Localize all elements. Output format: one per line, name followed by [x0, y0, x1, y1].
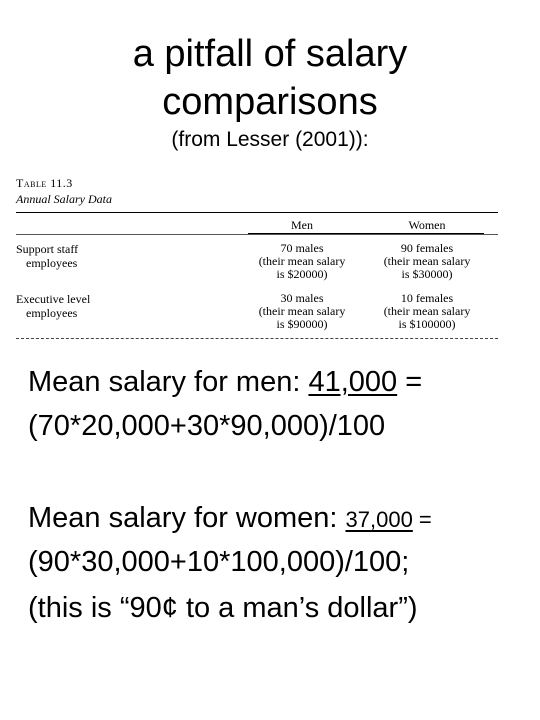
slide-subtitle: (from Lesser (2001)): — [171, 128, 369, 151]
slide-title-line-1: a pitfall of salary — [132, 33, 408, 75]
men-mean-label: Mean salary for men: — [28, 366, 309, 398]
women-mean-formula: (90*30,000+10*100,000)/100; — [28, 546, 410, 578]
salary-table — [12, 176, 498, 344]
table-cell-support-women — [370, 242, 484, 281]
row-label-line: Support staff — [16, 242, 79, 256]
women-mean-value: 37,000 — [345, 507, 413, 532]
cell-line: is $100000) — [398, 317, 456, 331]
cell-line: is $90000) — [276, 317, 328, 331]
cell-line: (their mean salary — [258, 304, 346, 318]
women-mean-note: (this is “90¢ to a man’s dollar”) — [28, 592, 418, 624]
table-caption: Table 11.3 — [16, 176, 73, 190]
table-top-rule — [16, 212, 498, 213]
cell-line: 90 females — [400, 241, 454, 255]
row-label-executive — [16, 292, 176, 320]
table-bottom-rule — [16, 338, 498, 339]
women-mean-label: Mean salary for women: — [28, 502, 346, 534]
table-header-rule — [16, 234, 498, 235]
row-label-support-staff — [16, 242, 176, 270]
table-cell-support-men — [244, 242, 360, 281]
cell-line: 30 males — [280, 291, 324, 305]
column-header-men: Men — [291, 218, 313, 232]
women-mean-line — [28, 500, 432, 538]
cell-line: (their mean salary — [383, 254, 471, 268]
men-mean-line — [28, 364, 422, 400]
row-label-line: employees — [26, 256, 78, 270]
table-cell-executive-women — [370, 292, 484, 331]
table-subcaption: Annual Salary Data — [16, 192, 112, 206]
table-cell-executive-men — [244, 292, 360, 331]
cell-line: is $20000) — [276, 267, 328, 281]
cell-line: (their mean salary — [383, 304, 471, 318]
cell-line: is $30000) — [401, 267, 453, 281]
slide-title-line-2: comparisons — [162, 81, 378, 123]
cell-line: (their mean salary — [258, 254, 346, 268]
men-mean-formula: (70*20,000+30*90,000)/100 — [28, 410, 386, 442]
column-header-women: Women — [408, 218, 446, 232]
men-mean-value: 41,000 — [308, 366, 398, 398]
row-label-line: employees — [26, 306, 78, 320]
cell-line: 70 males — [280, 241, 324, 255]
cell-line: 10 females — [400, 291, 454, 305]
women-mean-equals: = — [412, 507, 432, 532]
row-label-line: Executive level — [16, 292, 91, 306]
men-mean-equals: = — [397, 366, 423, 398]
